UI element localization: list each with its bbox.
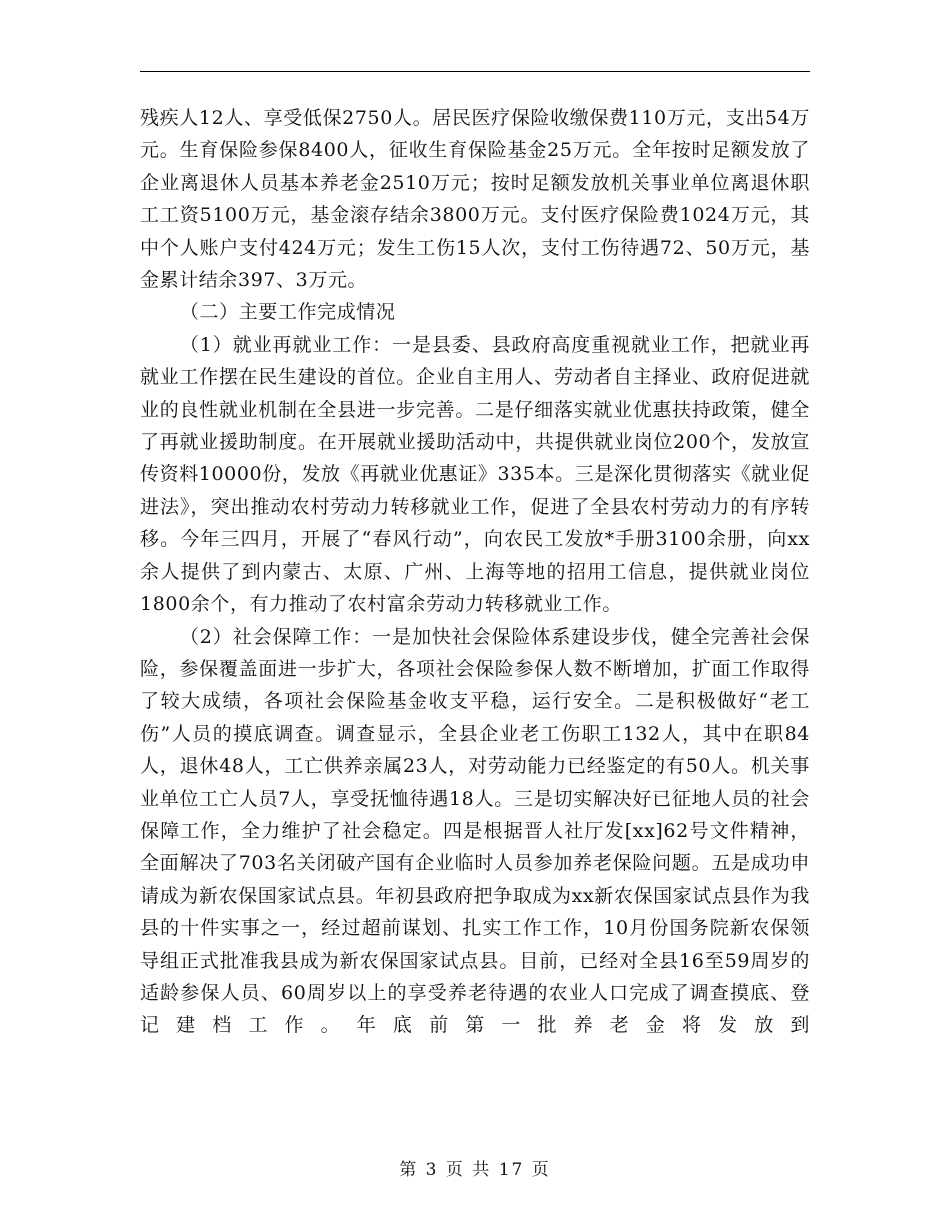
paragraph-employment-work: （1）就业再就业工作：一是县委、县政府高度重视就业工作，把就业再就业工作摆在民生建设的首位。企业自主用人、劳动者自主择业、政府促进就业的良性就业机制在全县进一步完善。二是仔细落实就业优惠扶持政策，健全了再就业援助制度。在开展就业援助活动中，共提供就业岗位200个，发放宣传资料10000份，发放《再就业优惠证》335本。三是深化贯彻落实《就业促进法》，突出推动农村劳动力转移就业工作，促进了全县农村劳动力的有序转移。今年三四月，开展了“春风行动”，向农民工发放*手册3100余册，向xx余人提供了到内蒙古、太原、广州、上海等地的招用工信息，提供就业岗位1800余个，有力推动了农村富余劳动力转移就业工作。: [140, 333, 810, 616]
paragraph-social-security-work: （2）社会保障工作：一是加快社会保险体系建设步伐，健全完善社会保险，参保覆盖面进一步扩大，各项社会保险参保人数不断增加，扩面工作取得了较大成绩，各项社会保险基金收支平稳，运行安全。二是积极做好“老工伤”人员的摸底调查。调查显示，全县企业老工伤职工132人，其中在职84人，退休48人，工亡供养亲属23人，对劳动能力已经鉴定的有50人。机关事业单位工亡人员7人，享受抚恤待遇18人。三是切实解决好已征地人员的社会保障工作，全力维护了社会稳定。四是根据晋人社厅发[xx]62号文件精神，全面解决了703名关闭破产国有企业临时人员参加养老保险问题。五是成功申请成为新农保国家试点县。年初县政府把争取成为xx新农保国家试点县作为我县的十件实事之一，经过超前谋划、扎实工作工作，10月份国务院新农保领导组正式批准我县成为新农保国家试点县。目前，已经对全县16至59周岁的适龄参保人员、60周岁以上的享受养老待遇的农业人口完成了调查摸底、登记建档工作。年底前第一批养老金将发放到: [140, 625, 810, 1037]
section-heading-main-work: （二）主要工作完成情况: [179, 301, 396, 324]
paragraph-statistics-continued: 残疾人12人、享受低保2750人。居民医疗保险收缴保费110万元，支出54万元。生育保险参保8400人，征收生育保险基金25万元。全年按时足额发放了企业离退休人员基本养老金2510万元；按时足额发放机关事业单位离退休职工工资5100万元，基金滚存结余3800万元。支付医疗保险费1024万元，其中个人账户支付424万元；发生工伤15人次，支付工伤待遇72、50万元，基金累计结余397、3万元。: [140, 107, 810, 292]
document-body: [140, 102, 810, 1042]
header-rule: [140, 71, 810, 72]
page-footer: 第 3 页 共 17 页: [399, 1160, 551, 1180]
